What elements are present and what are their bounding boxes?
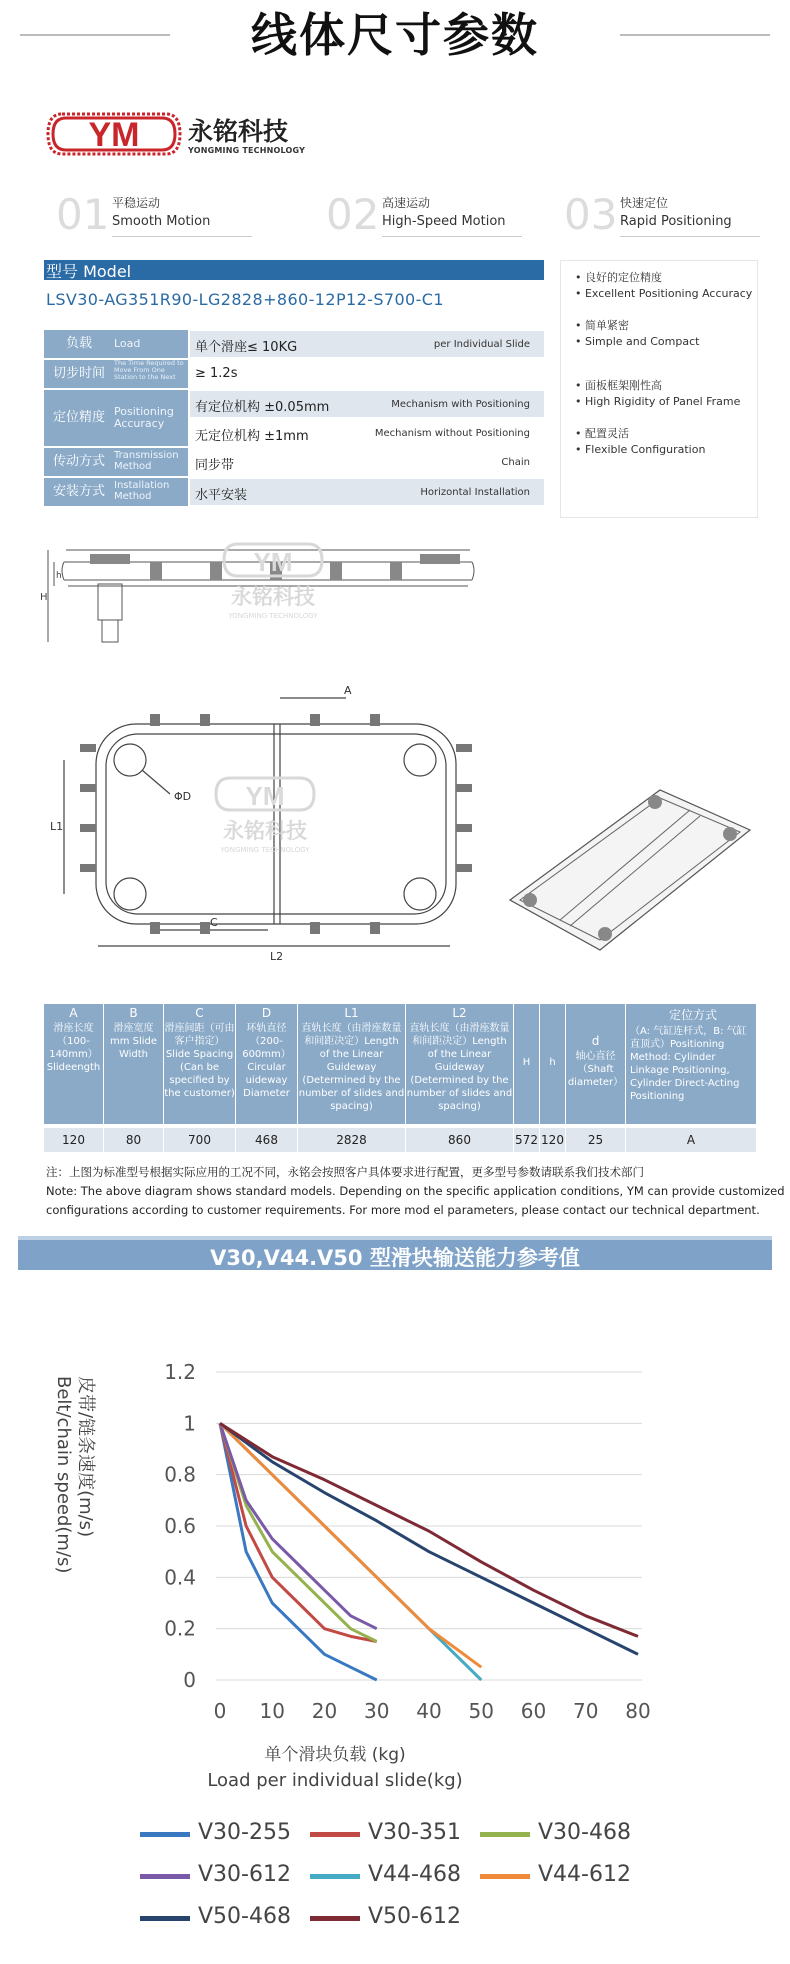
- feature-number: 02: [326, 190, 380, 239]
- page-title: 线体尺寸参数: [251, 8, 539, 62]
- spec-row-load: [44, 330, 544, 358]
- spec-value: ≥ 1.2s: [195, 366, 238, 381]
- spec-sublabel: Load: [114, 330, 188, 358]
- y-tick-label: 0.6: [164, 1514, 196, 1538]
- x-tick-label: 30: [364, 1699, 390, 1723]
- watermark-mark: YM: [253, 547, 293, 577]
- series-line-v30-255: [220, 1423, 377, 1680]
- x-tick-label: 10: [259, 1699, 285, 1723]
- legend-label: V30-612: [198, 1862, 291, 1887]
- dim-C: C: [210, 916, 218, 929]
- chart-banner: [18, 1236, 772, 1270]
- spec-value-en: Mechanism with Positioning: [391, 399, 530, 410]
- legend-label: V44-468: [368, 1862, 461, 1887]
- spec-sublabel: Positioning Accuracy: [114, 390, 188, 446]
- spec-value-en: Horizontal Installation: [420, 487, 530, 498]
- spec-value-box: [190, 331, 544, 357]
- feature-underline: [112, 236, 252, 237]
- feature-number: 03: [564, 190, 618, 239]
- feature-label-en: Smooth Motion: [112, 214, 211, 229]
- watermark-en: YONGMING TECHNOLOGY: [228, 612, 318, 620]
- param-value-h: 120: [540, 1128, 566, 1152]
- param-value-A: 120: [44, 1128, 104, 1152]
- spec-row-positioning: [44, 390, 544, 446]
- spec-label: 切步时间: [44, 360, 114, 388]
- advantage-cn: • 配置灵活: [575, 427, 629, 440]
- spec-label: 安装方式: [44, 478, 114, 506]
- model-label: 型号 Model: [46, 262, 132, 281]
- param-header-B: B 滑座宽度 mm Slide Width: [104, 1004, 164, 1124]
- legend-swatch: [310, 1832, 360, 1837]
- legend-label: V50-468: [198, 1904, 291, 1929]
- x-tick-label: 80: [625, 1699, 651, 1723]
- x-tick-label: 50: [468, 1699, 494, 1723]
- watermark-logo-2: [210, 774, 320, 864]
- legend-swatch: [480, 1832, 530, 1837]
- spec-sublabel: Installation Method: [114, 478, 188, 506]
- feature-label-en: High-Speed Motion: [382, 214, 506, 229]
- brand-name-en: YONGMING TECHNOLOGY: [188, 146, 306, 155]
- spec-value: 同步带: [195, 458, 235, 473]
- note-cn: 注：上图为标准型号根据实际应用的工况不同，永铭会按照客户具体要求进行配置，更多型号参数请联系我们技术部门: [46, 1165, 644, 1179]
- spec-value-box: [190, 479, 544, 505]
- spec-row-installation: [44, 478, 544, 506]
- legend-swatch: [480, 1874, 530, 1879]
- legend-label: V50-612: [368, 1904, 461, 1929]
- y-tick-label: 0: [183, 1668, 196, 1692]
- spec-value-box: [190, 391, 544, 417]
- param-header-A: A 滑座长度（100-140mm）Slideength: [44, 1004, 104, 1124]
- watermark-cn: 永铭科技: [223, 819, 307, 843]
- param-header-L1: L1 直轨长度（由滑座数量和间距决定）Length of the Linear Guideway (Determined by the number of slides and spacing): [298, 1004, 406, 1124]
- advantage-en: • High Rigidity of Panel Frame: [575, 395, 741, 408]
- feature-label-cn: 快速定位: [620, 196, 669, 210]
- legend-label: V30-351: [368, 1820, 461, 1845]
- y-tick-label: 1: [183, 1411, 196, 1436]
- legend-label: V30-468: [538, 1820, 631, 1845]
- x-tick-label: 20: [311, 1699, 338, 1723]
- feature-rapid-positioning: [564, 190, 764, 238]
- x-axis-label-cn: 单个滑块负载 (kg): [264, 1745, 406, 1765]
- y-axis-label-cn: 皮带/链条速度(m/s): [75, 1376, 96, 1538]
- param-header-D: D 环轨直径（200-600mm）Circular uideway Diameter: [236, 1004, 298, 1124]
- advantage-en: • Simple and Compact: [575, 335, 700, 348]
- note-en-1: Note: The above diagram shows standard models. Depending on the specific application conditions, YM can provide customized: [46, 1184, 785, 1198]
- param-value-positioning: A: [626, 1128, 756, 1152]
- dim-H: H: [40, 592, 48, 603]
- watermark-cn: 永铭科技: [231, 585, 315, 609]
- watermark-en: YONGMING TECHNOLOGY: [220, 846, 310, 854]
- spec-value-en: Chain: [501, 457, 530, 468]
- feature-underline: [620, 236, 760, 237]
- param-header-H: H: [514, 1004, 540, 1124]
- param-value-D: 468: [236, 1128, 298, 1152]
- y-tick-label: 1.2: [164, 1360, 196, 1384]
- param-value-d: 25: [566, 1128, 626, 1152]
- advantages-panel: [560, 260, 758, 518]
- spec-row-cycle: [44, 360, 544, 388]
- legend-swatch: [140, 1916, 190, 1921]
- advantage-cn: • 面板框架刚性高: [575, 379, 662, 392]
- dim-D: ΦD: [174, 790, 192, 803]
- brand-logo: [44, 106, 184, 162]
- spec-value: 单个滑座≤ 10KG: [195, 340, 298, 355]
- legend-label: V44-612: [538, 1862, 631, 1887]
- watermark-logo: [218, 540, 328, 630]
- feature-label-cn: 平稳运动: [112, 196, 161, 210]
- spec-value-box: [190, 449, 544, 475]
- x-tick-label: 0: [213, 1699, 227, 1723]
- advantage-en: • Excellent Positioning Accuracy: [575, 287, 753, 300]
- feature-label-cn: 高速运动: [382, 196, 431, 210]
- model-code: LSV30-AG351R90-LG2828+860-12P12-S700-C1: [46, 290, 444, 309]
- legend-swatch: [310, 1874, 360, 1879]
- spec-label: 定位精度: [44, 390, 114, 446]
- x-axis-label-en: Load per individual slide(kg): [207, 1770, 463, 1791]
- feature-high-speed-motion: [326, 190, 536, 238]
- chart-legend: [140, 1820, 660, 1950]
- param-value-B: 80: [104, 1128, 164, 1152]
- series-line-v50-468: [220, 1423, 638, 1654]
- y-tick-label: 0.8: [164, 1462, 196, 1487]
- dim-h: h: [56, 571, 62, 581]
- spec-row-transmission: [44, 448, 544, 476]
- spec-sublabel: The Time Required to Move From One Station to the Next: [114, 360, 188, 388]
- param-value-L1: 2828: [298, 1128, 406, 1152]
- legend-swatch: [140, 1832, 190, 1837]
- spec-value: 无定位机构 ±1mm: [195, 429, 309, 444]
- spec-value-box: [190, 420, 544, 446]
- x-tick-label: 40: [416, 1699, 442, 1723]
- series-line-v44-612: [220, 1423, 481, 1667]
- x-tick-label: 70: [573, 1699, 599, 1723]
- spec-value-en: Mechanism without Positioning: [374, 428, 530, 439]
- param-value-C: 700: [164, 1128, 236, 1152]
- parameter-table: [44, 1004, 756, 1152]
- chart-banner-title: V30,V44.V50 型滑块输送能力参考值: [210, 1246, 580, 1270]
- spec-sublabel: Transmission Method: [114, 448, 188, 476]
- spec-label: 传动方式: [44, 448, 114, 476]
- dim-L1: L1: [50, 820, 64, 833]
- feature-underline: [382, 236, 522, 237]
- y-tick-label: 0.2: [164, 1616, 196, 1641]
- spec-value: 有定位机构 ±0.05mm: [195, 400, 330, 415]
- logo-mark: YM: [88, 116, 140, 154]
- watermark-mark: YM: [245, 781, 285, 811]
- y-axis-label-en: Belt/chain speed(m/s): [53, 1376, 74, 1574]
- feature-label-en: Rapid Positioning: [620, 214, 732, 229]
- speed-load-chart: [40, 1320, 660, 1800]
- note-en-2: configurations according to customer requirements. For more mod el parameters, please contact our technical department.: [46, 1203, 760, 1217]
- param-value-H: 572: [514, 1128, 540, 1152]
- spec-value-en: per Individual Slide: [433, 339, 530, 350]
- spec-value: 水平安装: [195, 488, 248, 503]
- feature-number: 01: [56, 190, 110, 239]
- legend-swatch: [140, 1874, 190, 1879]
- y-tick-label: 0.4: [164, 1565, 196, 1590]
- advantage-cn: • 良好的定位精度: [575, 271, 662, 284]
- isometric-drawing: [490, 750, 770, 980]
- spec-label: 负载: [44, 330, 114, 358]
- x-tick-label: 60: [520, 1699, 547, 1723]
- legend-swatch: [310, 1916, 360, 1921]
- param-header-C: C 滑座间距（可由客户指定）Slide Spacing (Can be specified by the customer): [164, 1004, 236, 1124]
- advantage-cn: • 简单紧密: [575, 319, 629, 332]
- feature-smooth-motion: [56, 190, 266, 238]
- brand-name-cn: 永铭科技: [188, 117, 289, 146]
- param-header-h: h: [540, 1004, 566, 1124]
- spec-value-box: [190, 361, 544, 387]
- model-header: [44, 260, 544, 280]
- param-header-L2: L2 直轨长度（由滑座数量和间距决定）Length of the Linear Guideway (Determined by the number of slides and spacing): [406, 1004, 514, 1124]
- legend-label: V30-255: [198, 1820, 291, 1845]
- param-header-d: d 轴心直径（Shaft diameter）: [566, 1004, 626, 1124]
- dim-A: A: [344, 684, 352, 697]
- series-line-v50-612: [220, 1423, 638, 1636]
- dim-L2: L2: [270, 950, 284, 963]
- param-value-L2: 860: [406, 1128, 514, 1152]
- advantage-en: • Flexible Configuration: [575, 443, 706, 456]
- param-header-positioning: 定位方式 （A: 气缸连杆式，B: 气缸直顶式）Positioning Method: Cylinder Linkage Positioning, Cylinder Direct-Acting Positioning: [626, 1004, 756, 1124]
